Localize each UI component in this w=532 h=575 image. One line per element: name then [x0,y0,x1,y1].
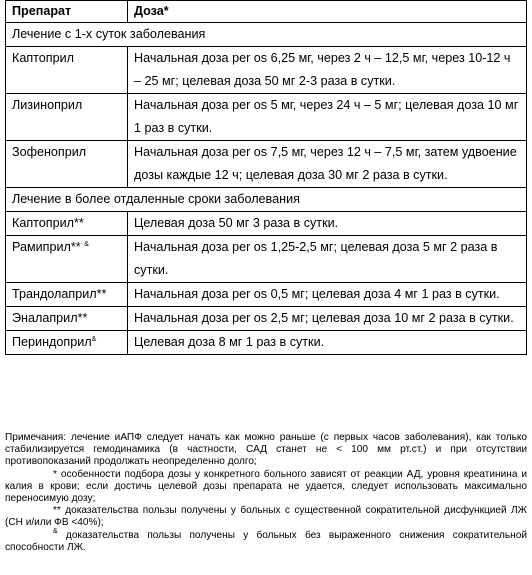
drug-name: Каптоприл [6,47,128,94]
table-row [6,331,527,355]
drug-dose: Начальная доза per os 0,5 мг; целевая доза 4 мг 1 раз в сутки. [128,283,527,307]
footnote-double-asterisk: ** доказательства пользы получены у больных с существенной сократительной дисфункцией ЛЖ (СН и/или ФВ <40%); [5,505,527,529]
table-row [6,307,527,331]
section-row [6,23,527,47]
table-header-row [6,1,527,23]
drug-dose: Начальная доза per os 6,25 мг, через 2 ч – 12,5 мг, через 10-12 ч – 25 мг; целевая доза 50 мг 2-3 раза в сутки. [128,47,527,94]
section-title-early: Лечение с 1-х суток заболевания [6,23,527,47]
drug-name: Эналаприл** [6,307,128,331]
header-drug: Препарат [6,1,128,23]
footnote-ampersand: & доказательства пользы получены у больных без выраженного снижения сократительной способности ЛЖ. [5,527,527,553]
table-row [6,94,527,141]
table-row [6,236,527,283]
table-row [6,47,527,94]
footnote-general: Примечания: лечение иАПФ следует начать как можно раньше (с первых часов заболевания), как только стабилизируется гемодинамика (в частности, САД станет не < 100 мм рт.ст.) и при отсутствии противопоказаний продолжать неопределенно долго; [5,432,527,468]
drug-dose: Целевая доза 50 мг 3 раза в сутки. [128,212,527,236]
drug-dose: Начальная доза per os 5 мг, через 24 ч – 5 мг; целевая доза 10 мг 1 раз в сутки. [128,94,527,141]
table-row [6,212,527,236]
drug-name: Рамиприл** & [6,236,128,283]
table-row [6,141,527,188]
drug-dose: Начальная доза per os 1,25-2,5 мг; целевая доза 5 мг 2 раза в сутки. [128,236,527,283]
drug-dose: Начальная доза per os 2,5 мг; целевая доза 10 мг 2 раза в сутки. [128,307,527,331]
drug-name: Лизиноприл [6,94,128,141]
drug-name: Зофеноприл [6,141,128,188]
section-row [6,188,527,212]
drug-name: Каптоприл** [6,212,128,236]
drug-name: Трандолаприл** [6,283,128,307]
ace-inhibitor-dosing-table [5,0,527,355]
drug-dose: Начальная доза per os 7,5 мг, через 12 ч – 7,5 мг, затем удвоение дозы каждые 12 ч; целевая доза 30 мг 2 раза в сутки. [128,141,527,188]
table-footnotes [5,432,527,554]
header-dose: Доза* [128,1,527,23]
drug-dose: Целевая доза 8 мг 1 раз в сутки. [128,331,527,355]
footnote-asterisk: * особенности подбора дозы у конкретного больного зависят от реакции АД, уровня креатинина и калия в крови; если достичь целевой дозы препарата не удается, следует использовать максимально переносимую дозу; [5,468,527,505]
section-title-late: Лечение в более отдаленные сроки заболевания [6,188,527,212]
table-row [6,283,527,307]
drug-name: Периндоприл& [6,331,128,355]
